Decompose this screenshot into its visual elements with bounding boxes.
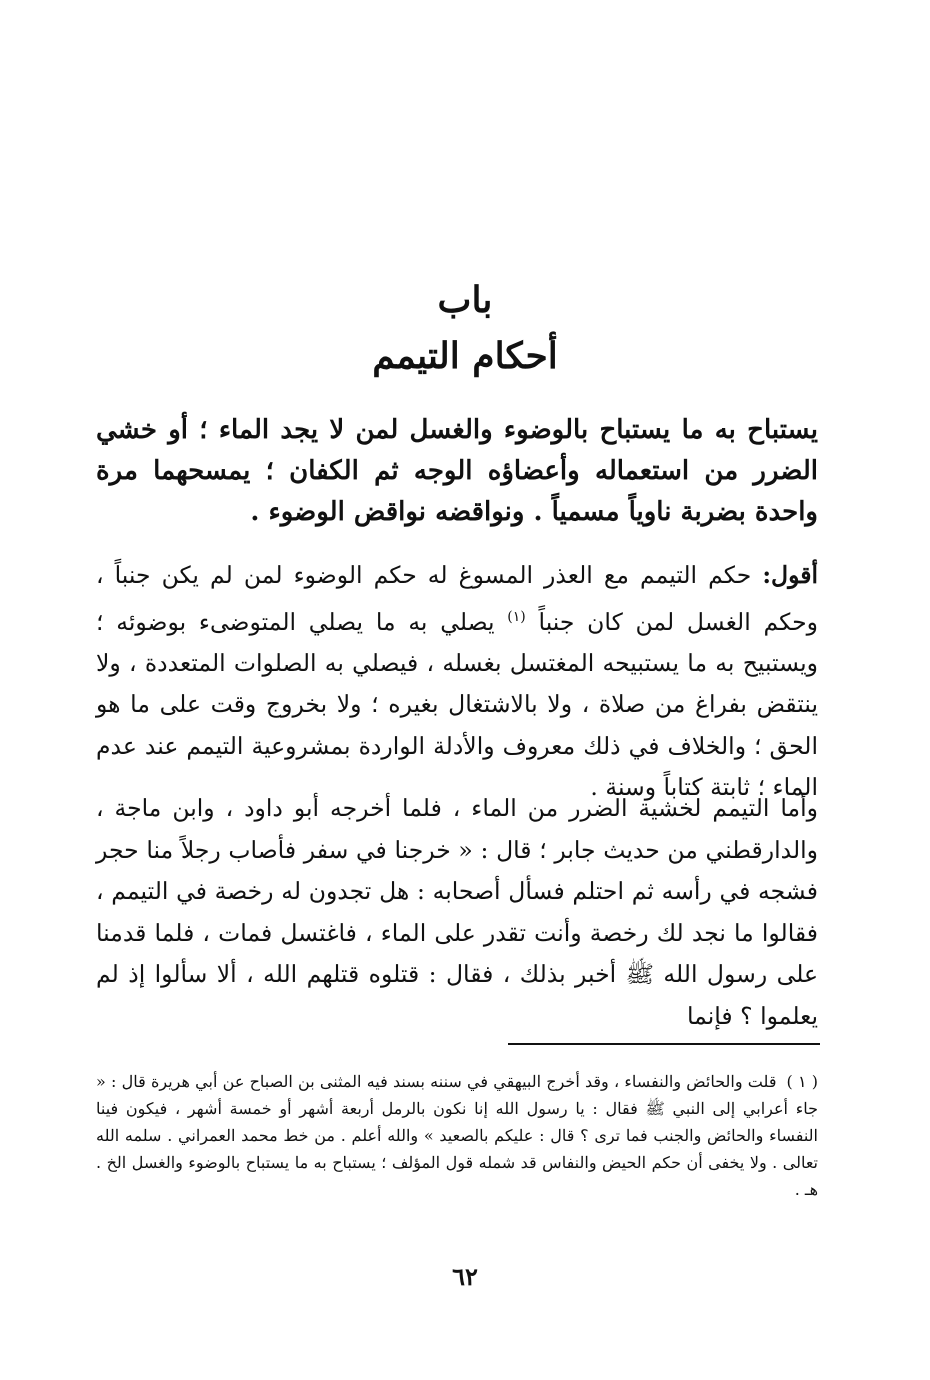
footnote-marker: (١) — [507, 608, 526, 625]
chapter-heading: باب — [437, 279, 493, 321]
chapter-title: أحكام التيمم — [372, 335, 558, 377]
commentary-paragraph-1 — [96, 555, 818, 809]
footnote-number: ( ١ ) — [786, 1072, 819, 1091]
main-text-block — [96, 410, 818, 533]
commentary-lead-word: أقول: — [762, 561, 818, 589]
commentary-text: يصلي به ما يصلي المتوضىء بوضوئه ؛ ويستبيح به ما يستبيحه المغتسل بغسله ، فيصلي به الصلوات المتعددة ، ولا ينتقض بفراغ من صلاة ، ولا بالاشتغال بغيره ؛ ولا بخروج وقت على ما هو الحق ؛ والخلاف في ذلك معروف والأدلة الواردة بمشروعية التيمم عند عدم الماء ؛ ثابتة كتاباً وسنة . — [96, 607, 818, 802]
footnote-text: قلت والحائض والنفساء ، وقد أخرج البيهقي في سننه بسند فيه المثنى بن الصباح عن أبي هريرة قال : « جاء أعرابي إلى النبي ﷺ فقال : يا رسول الله إنا نكون بالرمل أربعة أشهر أو خمسة أشهر ، فيكون فينا النفساء والحائض والجنب فما ترى ؟ قال : عليكم بالصعيد » والله أعلم . من خط محمد العمراني . سلمه الله تعالى . ولا يخفى أن حكم الحيض والنفاس قد شمله قول المؤلف ؛ يستباح به ما يستباح بالوضوء والغسل الخ . هـ . — [96, 1072, 818, 1199]
commentary-paragraph-2: وأما التيمم لخشية الضرر من الماء ، فلما أخرجه أبو داود ، وابن ماجة ، والدارقطني من حديث جابر ؛ قال : « خرجنا في سفر فأصاب رجلاً منا حجر فشجه في رأسه ثم احتلم فسأل أصحابه : هل تجدون له رخصة في التيمم ، فقالوا ما نجد لك رخصة وأنت تقدر على الماء ، فاغتسل فمات ، فلما قدمنا على رسول الله ﷺ أخبر بذلك ، فقال : قتلوه قتلهم الله ، ألا سألوا إذ لم يعلموا ؟ فإنما — [96, 794, 818, 1030]
commentary-text: حكم التيمم مع العذر المسوغ له حكم الوضوء لمن لم يكن جنباً ، وحكم الغسل لمن كان جنباً — [96, 561, 818, 636]
footnote — [96, 1068, 818, 1203]
main-text: يستباح به ما يستباح بالوضوء والغسل لمن لا يجد الماء ؛ أو خشي الضرر من استعماله وأعضاؤه الوجه ثم الكفان ؛ يمسحهما مرة واحدة بضربة ناوياً مسمياً . ونواقضه نواقض الوضوء . — [96, 415, 818, 527]
page-number: ٦٢ — [452, 1262, 478, 1291]
footnote-separator — [508, 1043, 820, 1045]
